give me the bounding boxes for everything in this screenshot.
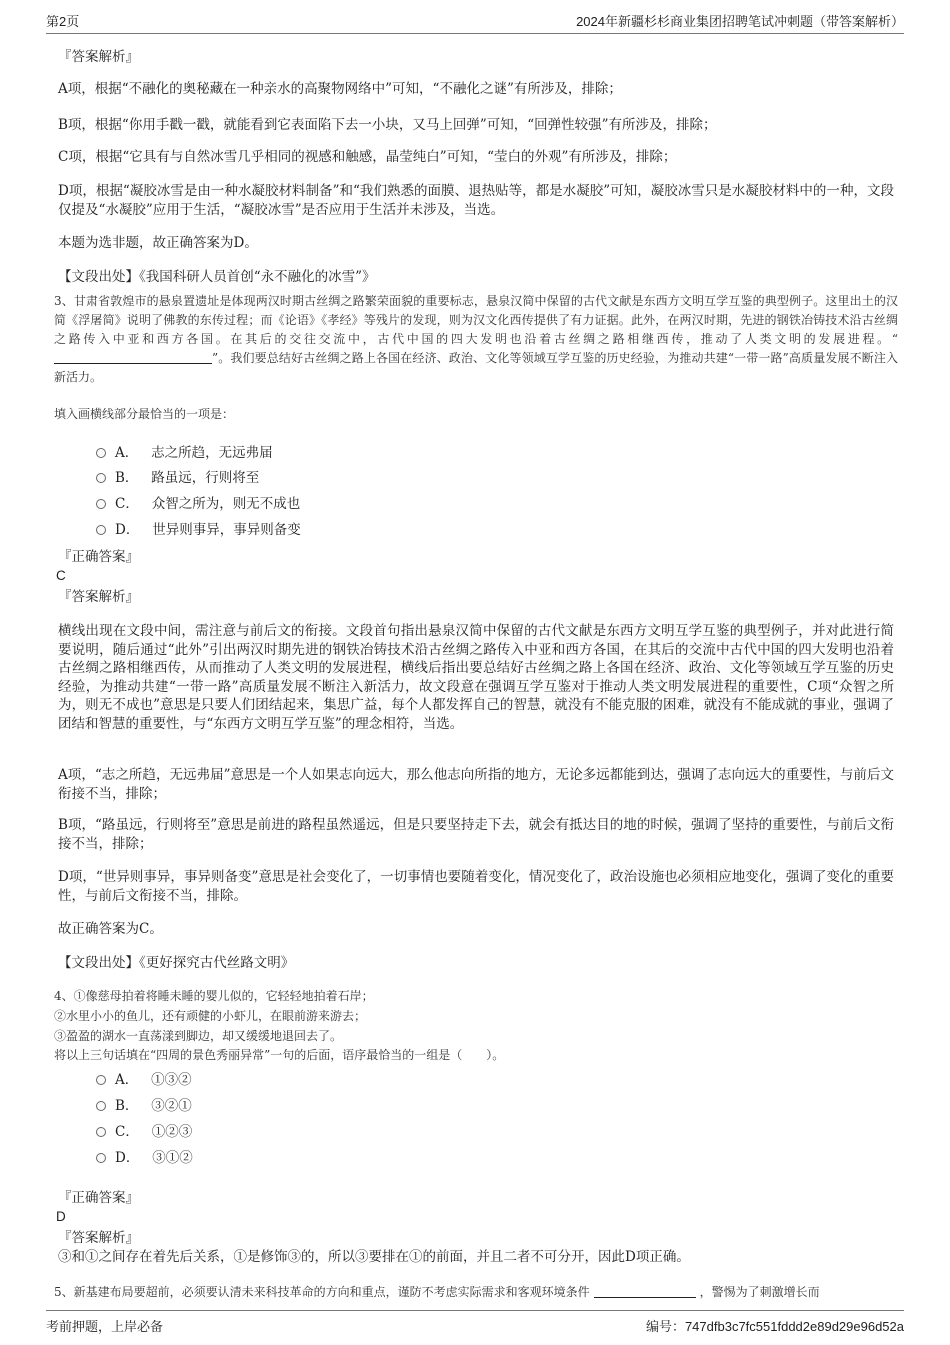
radio-icon[interactable] xyxy=(96,1075,106,1085)
question-4-line-1: 4、①像慈母拍着将睡未睡的婴儿似的，它轻轻地拍着石岸； xyxy=(54,989,374,1003)
question-3-prompt: 填入画横线部分最恰当的一项是： xyxy=(54,407,235,421)
page-header xyxy=(46,11,904,34)
option-key: D． xyxy=(115,1150,140,1166)
option-d[interactable] xyxy=(96,1149,193,1167)
analysis-label: 『答案解析』 xyxy=(58,1230,139,1246)
option-key: C． xyxy=(115,1124,139,1140)
question-4-line-3: ③盈盈的湖水一直荡漾到脚边，却又缓缓地退回去了。 xyxy=(54,1029,343,1043)
analysis-option-c: C项，根据“它具有与自然冰雪几乎相同的视感和触感，晶莹纯白”可知，“莹白的外观”有所涉及，排除； xyxy=(58,149,677,165)
analysis-body: ③和①之间存在着先后关系，①是修饰③的，所以③要排在①的前面，并且二者不可分开，因此D项正确。 xyxy=(58,1249,690,1265)
source-citation: 【文段出处】《更好探究古代丝路文明》 xyxy=(58,955,295,971)
option-c[interactable] xyxy=(96,495,300,513)
option-key: A． xyxy=(115,445,139,461)
conclusion: 故正确答案为C。 xyxy=(58,921,163,937)
option-text: 众智之所为，则无不成也 xyxy=(151,496,301,512)
option-key: D． xyxy=(115,522,140,538)
option-text: ③②① xyxy=(151,1098,192,1114)
radio-icon[interactable] xyxy=(96,1127,106,1137)
document-title: 2024年新疆杉杉商业集团招聘笔试冲刺题（带答案解析） xyxy=(576,14,904,29)
radio-icon[interactable] xyxy=(96,448,106,458)
analysis-option-d: D项，“世异则事异，事异则备变”意思是社会变化了，一切事情也要随着变化，情况变化了，政治设施也必须相应地变化，强调了变化的重要性，与前后文衔接不当，排除。 xyxy=(58,869,894,904)
question-5-stem-part2: ，警惕为了刺激增长而 xyxy=(699,1285,820,1299)
option-d[interactable] xyxy=(96,521,301,539)
correct-answer-label: 『正确答案』 xyxy=(58,549,139,565)
option-key: B． xyxy=(115,470,139,486)
question-4-line-2: ②水里小小的鱼儿，还有顽健的小虾儿，在眼前游来游去； xyxy=(54,1009,367,1023)
fill-blank xyxy=(594,1297,696,1298)
option-text: ①②③ xyxy=(151,1124,193,1140)
radio-icon[interactable] xyxy=(96,1153,106,1163)
option-a[interactable] xyxy=(96,444,273,462)
option-a[interactable] xyxy=(96,1071,192,1089)
analysis-label: 『答案解析』 xyxy=(58,49,139,65)
question-4-line-4: 将以上三句话填在“四周的景色秀丽异常”一句的后面，语序最恰当的一组是（ ）。 xyxy=(54,1048,505,1062)
analysis-label: 『答案解析』 xyxy=(58,589,139,605)
question-3-stem xyxy=(54,292,898,387)
option-text: 路虽远，行则将至 xyxy=(151,470,260,486)
option-b[interactable] xyxy=(96,1097,192,1115)
analysis-option-b: B项，“路虽远，行则将至”意思是前进的路程虽然遥远，但是只要坚持走下去，就会有抵达目的地的时候，强调了坚持的重要性，与前后文衔接不当，排除； xyxy=(58,817,894,852)
option-c[interactable] xyxy=(96,1123,192,1141)
correct-answer: C xyxy=(56,568,66,583)
analysis-option-b: B项，根据“你用手戳一戳，就能看到它表面陷下去一小块，又马上回弹”可知，“回弹性较强”有所涉及，排除； xyxy=(58,117,717,133)
radio-icon[interactable] xyxy=(96,473,106,483)
analysis-option-a: A项，根据“不融化的奥秘藏在一种亲水的高聚物网络中”可知，“不融化之谜”有所涉及，排除； xyxy=(58,81,622,97)
radio-icon[interactable] xyxy=(96,1101,106,1111)
correct-answer-label: 『正确答案』 xyxy=(58,1190,139,1206)
question-3-stem-part1: 3、甘肃省敦煌市的悬泉置遗址是体现两汉时期古丝绸之路繁荣面貌的重要标志，悬泉汉简中保留的古代文献是东西方文明互学互鉴的典型例子。这里出土的汉简《浮屠简》说明了佛教的东传过程；而《论语》《孝经》等残片的发现，则为汉文化西传提供了有力证据。此外，在两汉时期，先进的钢铁冶铸技术沿古丝绸之路传入中亚和西方各国。在其后的交往交流中，古代中国的四大发明也沿着古丝绸之路相继西传，推动了人类文明的发展进程。“ xyxy=(54,294,898,346)
option-text: ①③② xyxy=(151,1072,192,1088)
radio-icon[interactable] xyxy=(96,499,106,509)
option-text: 世异则事异，事异则备变 xyxy=(152,522,301,538)
option-text: 志之所趋，无远弗届 xyxy=(151,445,273,461)
option-key: A． xyxy=(115,1072,139,1088)
question-3-stem-part2: ”。我们要总结好古丝绸之路上各国在经济、政治、文化等领域互学互鉴的历史经验，为推动共建“一带一路”高质量发展不断注入新活力。 xyxy=(54,351,898,384)
question-5-stem xyxy=(54,1284,820,1301)
footer-slogan: 考前押题，上岸必备 xyxy=(46,1319,164,1334)
source-citation: 【文段出处】《我国科研人员首创“永不融化的冰雪”》 xyxy=(58,269,376,285)
page-footer xyxy=(46,1310,904,1335)
question-5-stem-part1: 5、新基建布局要超前，必须要认清未来科技革命的方向和重点，谨防不考虑实际需求和客观环境条件 xyxy=(54,1285,590,1299)
option-text: ③①② xyxy=(152,1150,193,1166)
code-value: 747dfb3c7fc551fddd2e89d29e96d52a xyxy=(684,1319,904,1334)
option-key: C． xyxy=(115,496,139,512)
option-b[interactable] xyxy=(96,469,259,487)
code-label: 编号： xyxy=(645,1319,685,1334)
analysis-body: 横线出现在文段中间，需注意与前后文的衔接。文段首句指出悬泉汉简中保留的古代文献是东西方文明互学互鉴的典型例子，并对此进行简要说明，随后通过“此外”引出两汉时期先进的钢铁冶铸技术沿古丝绸之路传入中亚和西方各国，在其后的交流中古代中国的四大发明也沿着古丝绸之路相继西传，从而推动了人类文明的发展进程，横线后指出要总结好古丝绸之路上各国在经济、政治、文化等领域互学互鉴的历史经验，为推动共建“一带一路”高质量发展不断注入新活力，故文段意在强调互学互鉴对于推动人类文明发展进程的重要性，C项“众智之所为，则无不成也”意思是只要人们团结起来，集思广益，每个人都发挥自己的智慧，就没有不能克服的困难，就没有不能成就的事业，强调了团结和智慧的重要性，与“东西方文明互学互鉴”的理念相符，当选。 xyxy=(58,623,894,732)
analysis-option-d: D项，根据“凝胶冰雪是由一种水凝胶材料制备”和“我们熟悉的面膜、退热贴等，都是水凝胶”可知，凝胶冰雪只是水凝胶材料中的一种，文段仅提及“水凝胶”应用于生活，“凝胶冰雪”是否应用于生活并未涉及，当选。 xyxy=(58,183,894,218)
fill-blank xyxy=(54,363,212,364)
correct-answer: D xyxy=(56,1209,66,1224)
radio-icon[interactable] xyxy=(96,525,106,535)
analysis-option-a: A项，“志之所趋，无远弗届”意思是一个人如果志向远大，那么他志向所指的地方，无论多远都能到达，强调了志向远大的重要性，与前后文衔接不当，排除； xyxy=(58,767,894,802)
conclusion: 本题为选非题，故正确答案为D。 xyxy=(58,235,258,251)
document-code xyxy=(646,1316,904,1335)
option-key: B． xyxy=(115,1098,139,1114)
page-number: 第2页 xyxy=(46,14,80,29)
